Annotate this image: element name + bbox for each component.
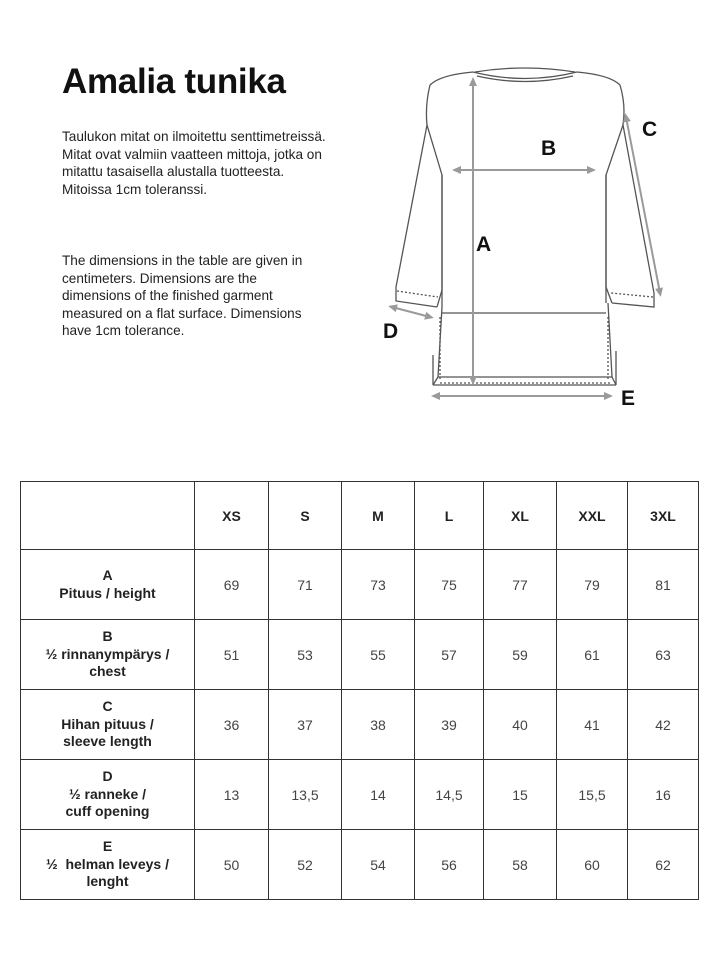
- table-cell: 36: [195, 690, 269, 760]
- measurement-label: [21, 550, 195, 620]
- table-cell: 15: [484, 760, 557, 830]
- table-cell: 38: [342, 690, 415, 760]
- description-english: The dimensions in the table are given in centimeters. Dimensions are the dimensions of the finished garment measured on a flat surface. Dimensions have 1cm tolerance.: [62, 253, 303, 339]
- size-header: XL: [484, 482, 557, 550]
- table-cell: 14,5: [415, 760, 484, 830]
- label-e: E: [621, 387, 636, 410]
- label-c: C: [642, 118, 658, 141]
- measurement-name: sleeve length: [63, 733, 152, 750]
- table-cell: 61: [557, 620, 628, 690]
- table-cell: 58: [484, 830, 557, 900]
- description-finnish: Taulukon mitat on ilmoitettu senttimetreissä. Mitat ovat valmiin vaatteen mittoja, jotka on mitattu tasaisella alustalla tuotteesta. Mitoissa 1cm toleranssi.: [62, 129, 326, 197]
- measurement-name: ½ rinnanympärys /: [45, 645, 170, 662]
- measurement-name: chest: [89, 663, 126, 680]
- table-row: [21, 830, 699, 900]
- table-row: [21, 620, 699, 690]
- label-b: B: [541, 137, 557, 160]
- corner-cell: [21, 482, 195, 550]
- measurement-code: A: [102, 567, 113, 583]
- table-cell: 62: [628, 830, 699, 900]
- size-table: [20, 481, 699, 900]
- table-header-row: [21, 482, 699, 550]
- table-cell: 54: [342, 830, 415, 900]
- measurement-label: [21, 830, 195, 900]
- measurement-arrows: [392, 81, 660, 396]
- measurement-name: Hihan pituus /: [61, 715, 154, 732]
- measurement-name: lenght: [86, 873, 129, 890]
- measurement-code: E: [102, 838, 113, 855]
- size-header: M: [342, 482, 415, 550]
- table-cell: 52: [269, 830, 342, 900]
- measurement-code: B: [102, 628, 113, 645]
- table-cell: 79: [557, 550, 628, 620]
- table-cell: 56: [415, 830, 484, 900]
- table-row: [21, 690, 699, 760]
- table-cell: 13: [195, 760, 269, 830]
- garment-diagram: [370, 55, 700, 425]
- table-cell: 13,5: [269, 760, 342, 830]
- table-cell: 42: [628, 690, 699, 760]
- measurement-label: [21, 760, 195, 830]
- table-row: [21, 550, 699, 620]
- size-header: 3XL: [628, 482, 699, 550]
- label-a: A: [476, 233, 492, 256]
- label-d: D: [383, 320, 399, 343]
- table-cell: 73: [342, 550, 415, 620]
- table-cell: 59: [484, 620, 557, 690]
- size-header: L: [415, 482, 484, 550]
- tunic-sketch: [370, 55, 700, 425]
- table-cell: 63: [628, 620, 699, 690]
- table-cell: 77: [484, 550, 557, 620]
- arrow-d: [392, 307, 430, 317]
- table-cell: 37: [269, 690, 342, 760]
- table-cell: 53: [269, 620, 342, 690]
- measurement-label: [21, 690, 195, 760]
- table-cell: 51: [195, 620, 269, 690]
- table-cell: 40: [484, 690, 557, 760]
- table-cell: 15,5: [557, 760, 628, 830]
- table-cell: 50: [195, 830, 269, 900]
- table-cell: 39: [415, 690, 484, 760]
- size-header: XXL: [557, 482, 628, 550]
- table-cell: 81: [628, 550, 699, 620]
- arrow-c: [626, 117, 660, 293]
- table-cell: 57: [415, 620, 484, 690]
- size-header: S: [269, 482, 342, 550]
- size-header: XS: [195, 482, 269, 550]
- table-cell: 14: [342, 760, 415, 830]
- measurement-name: ½ ranneke /: [68, 785, 147, 802]
- measurement-code: D: [102, 768, 113, 785]
- tunic-outline: [396, 68, 654, 385]
- table-cell: 69: [195, 550, 269, 620]
- measurement-name: cuff opening: [65, 803, 150, 820]
- measurement-name: ½ helman leveys /: [46, 855, 169, 872]
- table-cell: 75: [415, 550, 484, 620]
- table-cell: 41: [557, 690, 628, 760]
- table-cell: 16: [628, 760, 699, 830]
- table-row: [21, 760, 699, 830]
- measurement-code: C: [102, 698, 113, 715]
- table-cell: 55: [342, 620, 415, 690]
- measurement-name: Pituus / height: [59, 584, 156, 601]
- table-cell: 60: [557, 830, 628, 900]
- table-cell: 71: [269, 550, 342, 620]
- measurement-label: [21, 620, 195, 690]
- page-title: Amalia tunika: [62, 62, 286, 101]
